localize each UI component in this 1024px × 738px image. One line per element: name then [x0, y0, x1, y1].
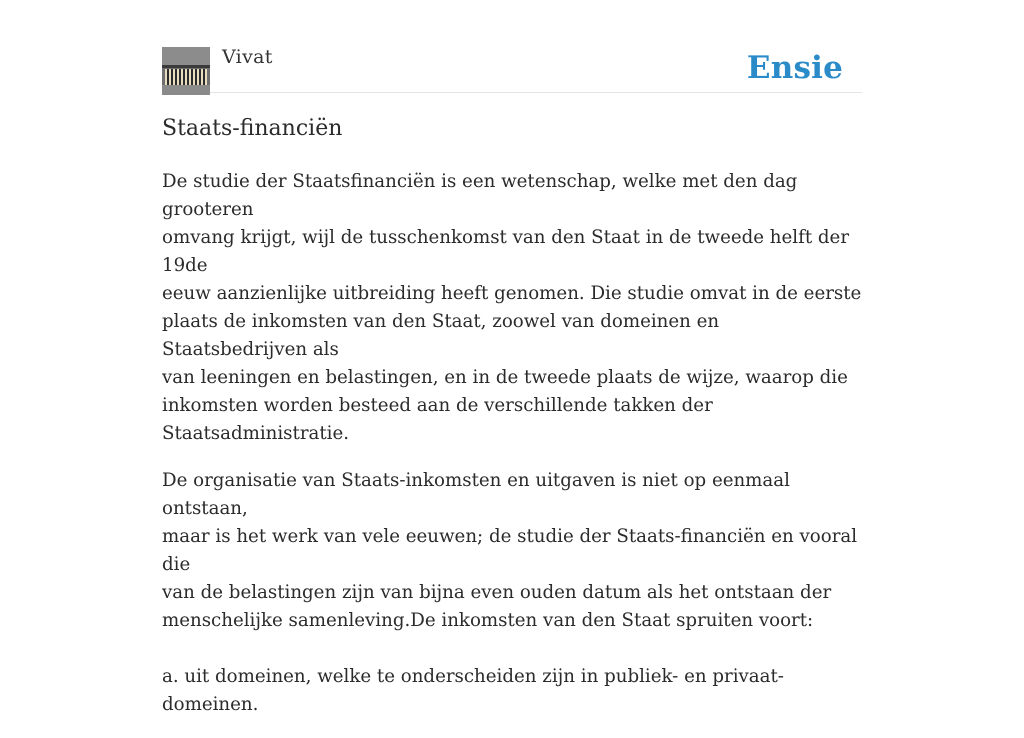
- article-paragraph: De studie der Staatsfinanciën is een wetenschap, welke met den dag grooteren omvang krijgt, wijl de tusschenkomst van den Staat in de tweede helft der 19de eeuw aanzienlijke uitbreiding heeft genomen. Die studie omvat in de eerste plaats de inkomsten van den Staat, zoowel van domeinen en Staatsbedrijven als van leeningen en belastingen, en in de tweede plaats de wijze, waarop die inkomsten worden besteed aan de verschillende takken der Staatsadministratie.: [162, 171, 862, 444]
- library-bookshelf-icon: [162, 47, 210, 95]
- ensie-logo-link[interactable]: Ensie: [746, 50, 843, 86]
- article-body: [162, 168, 862, 738]
- article-header: [162, 46, 862, 93]
- article-container: [162, 46, 862, 715]
- article-paragraph: De organisatie van Staats-inkomsten en uitgaven is niet op eenmaal ontstaan, maar is het werk van vele eeuwen; de studie der Staats-financiën en vooral die van de belastingen zijn van bijna even ouden datum als het ontstaan der menschelijke samenleving.De inkomsten van den Staat spruiten voort: a. uit domeinen, welke te onderscheiden zijn in publiek- en privaat-domeinen.: [162, 470, 858, 715]
- article-title: Staats-financiën: [162, 116, 343, 141]
- author-name-link[interactable]: Vivat: [222, 46, 273, 68]
- author-avatar[interactable]: [162, 47, 210, 95]
